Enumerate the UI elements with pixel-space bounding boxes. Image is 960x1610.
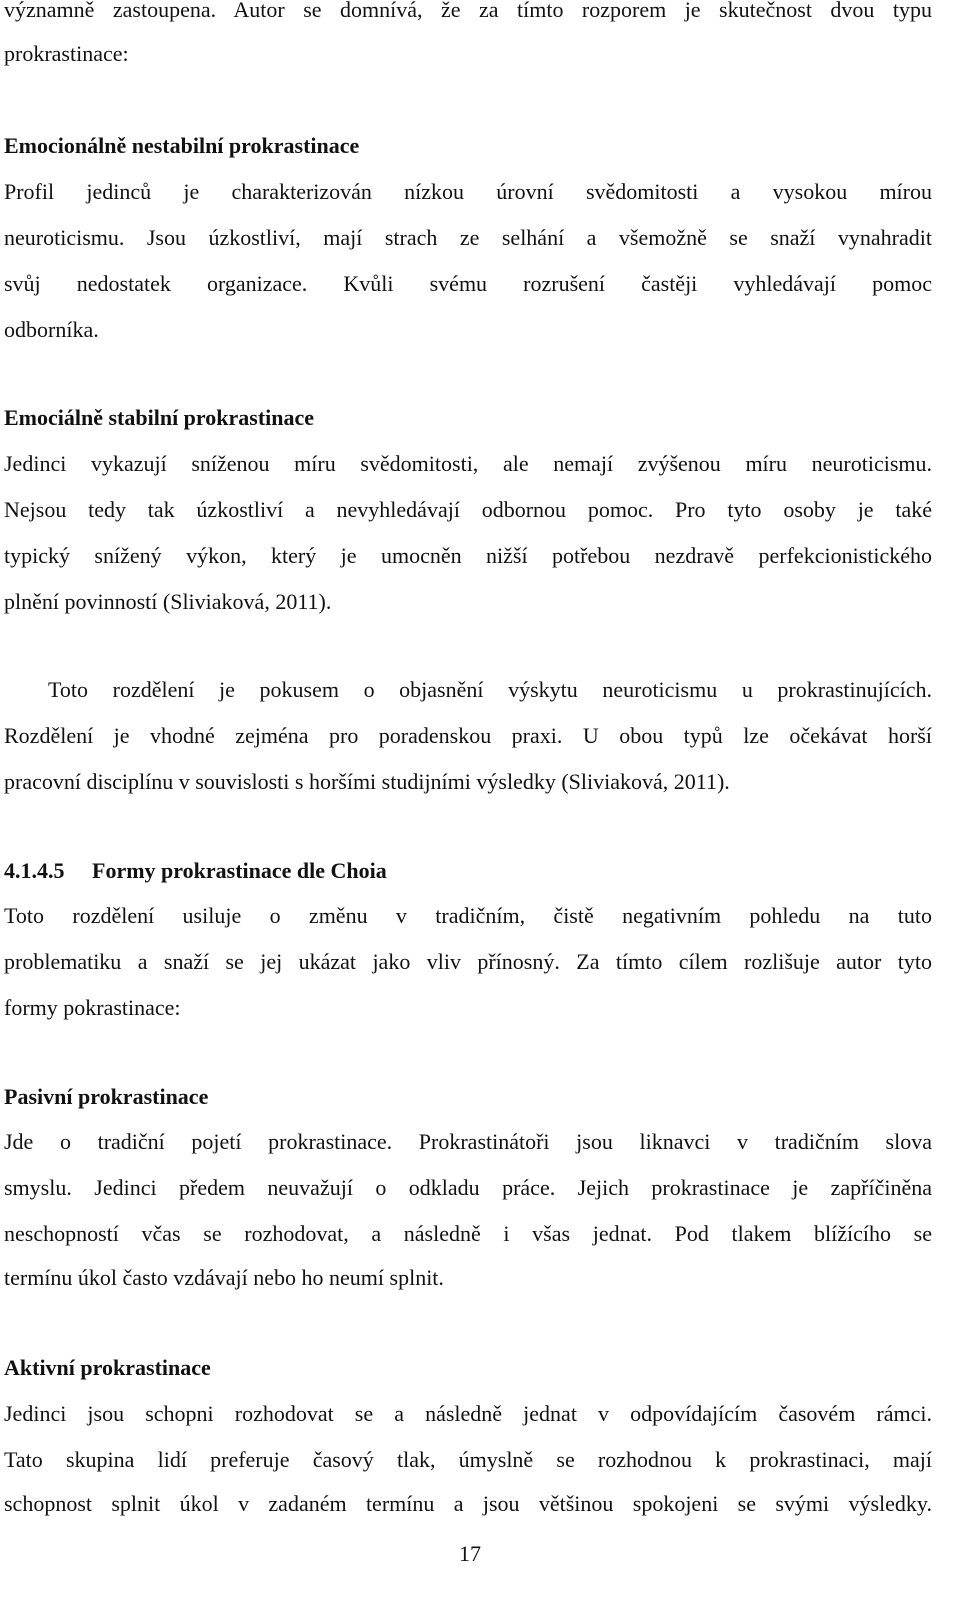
document-page [4, 0, 932, 1610]
heading-aktivni: Aktivní prokrastinace [4, 1355, 211, 1380]
paragraph-line: Jde o tradiční pojetí prokrastinace. Prokrastinátoři jsou liknavci v tradičním slova [4, 1129, 932, 1154]
paragraph-line: Toto rozdělení usiluje o změnu v tradičním, čistě negativním pohledu na tuto [4, 903, 932, 928]
paragraph-line: schopnost splnit úkol v zadaném termínu a jsou většinou spokojeni se svými výsledky. [4, 1491, 932, 1516]
paragraph-line: Nejsou tedy tak úzkostliví a nevyhledávají odbornou pomoc. Pro tyto osoby je také [4, 497, 932, 522]
paragraph-line: svůj nedostatek organizace. Kvůli svému rozrušení častěji vyhledávají pomoc [4, 271, 932, 296]
paragraph-line: neuroticismu. Jsou úzkostliví, mají strach ze selhání a všemožně se snaží vynahradit [4, 225, 932, 250]
heading-emocionalne-nestabilni: Emocionálně nestabilní prokrastinace [4, 133, 360, 158]
paragraph-line: odborníka. [4, 317, 99, 342]
paragraph-line: typický snížený výkon, který je umocněn nižší potřebou nezdravě perfekcionistického [4, 543, 932, 568]
paragraph-line: problematiku a snaží se jej ukázat jako vliv přínosný. Za tímto cílem rozlišuje autor tyto [4, 949, 932, 974]
section-heading [4, 855, 932, 887]
paragraph-line: neschopností včas se rozhodovat, a následně i všas jednat. Pod tlakem blížícího se [4, 1221, 932, 1246]
intro-line-2: prokrastinace: [4, 41, 129, 66]
paragraph-line: Jedinci vykazují sníženou míru svědomitosti, ale nemají zvýšenou míru neuroticismu. [4, 451, 932, 476]
heading-emocialne-stabilni: Emociálně stabilní prokrastinace [4, 405, 315, 430]
intro-line-1: významně zastoupena. Autor se domnívá, že za tímto rozporem je skutečnost dvou typu [4, 0, 932, 22]
paragraph-line: Jedinci jsou schopni rozhodovat se a následně jednat v odpovídajícím časovém rámci. [4, 1401, 932, 1426]
heading-pasivni: Pasivní prokrastinace [4, 1084, 209, 1109]
paragraph-line: formy pokrastinace: [4, 995, 181, 1020]
paragraph-line: Profil jedinců je charakterizován nízkou úrovní svědomitosti a vysokou mírou [4, 179, 932, 204]
section-title: Formy prokrastinace dle Choia [92, 858, 387, 883]
section-number: 4.1.4.5 [4, 858, 65, 883]
paragraph-line: termínu úkol často vzdávají nebo ho neumí splnit. [4, 1265, 444, 1290]
paragraph-line: smyslu. Jedinci předem neuvažují o odkladu práce. Jejich prokrastinace je zapříčiněna [4, 1175, 932, 1200]
paragraph-line: pracovní disciplínu v souvislosti s horšími studijními výsledky (Sliviaková, 2011). [4, 769, 730, 794]
paragraph-line: plnění povinností (Sliviaková, 2011). [4, 589, 332, 614]
page-number: 17 [459, 1541, 481, 1566]
paragraph-line: Toto rozdělení je pokusem o objasnění výskytu neuroticismu u prokrastinujících. [48, 677, 932, 702]
paragraph-line: Tato skupina lidí preferuje časový tlak, úmyslně se rozhodnou k prokrastinaci, mají [4, 1447, 932, 1472]
paragraph-line: Rozdělení je vhodné zejména pro poradenskou praxi. U obou typů lze očekávat horší [4, 723, 932, 748]
